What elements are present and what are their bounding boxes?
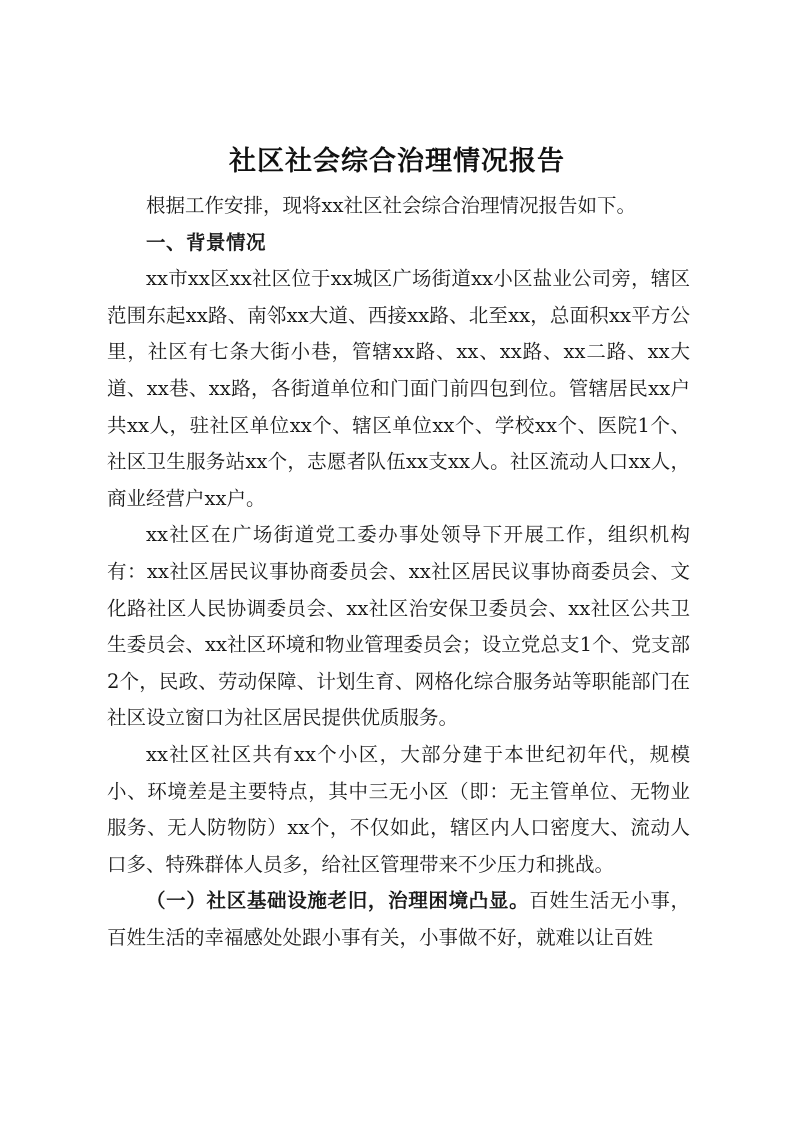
document-body [107,188,690,956]
paragraph-communities: xx社区社区共有xx个小区，大部分建于本世纪初年代，规模小、环境差是主要特点，其中三无小区（即：无主管单位、无物业服务、无人防物防）xx个，不仅如此，辖区内人口密度大、流动人口多、特殊群体人员多，给社区管理带来不少压力和挑战。 [107,742,690,876]
document-title: 社区社会综合治理情况报告 [229,146,565,177]
subsection-heading-infrastructure: （一）社区基础设施老旧，治理困境凸显。 [146,889,530,913]
intro-paragraph: 根据工作安排，现将xx社区社会综合治理情况报告如下。 [146,194,636,217]
paragraph-subsection-1 [107,883,690,956]
paragraph-organization: xx社区在广场街道党工委办事处领导下开展工作，组织机构有：xx社区居民议事协商委员会、xx社区居民议事协商委员会、文化路社区人民协调委员会、xx社区治安保卫委员会、xx社区公共卫生委员会、xx社区环境和物业管理委员会；设立党总支1个、党支部2个，民政、劳动保障、计划生育、网格化综合服务站等职能部门在社区设立窗口为社区居民提供优质服务。 [107,523,690,730]
subsection-text-infrastructure: 百姓生活无小事，百姓生活的幸福感处处跟小事有关，小事做不好，就难以让百姓 [107,889,690,949]
section-heading-background: 一、背景情况 [146,230,267,254]
paragraph-location: xx市xx区xx社区位于xx城区广场街道xx小区盐业公司旁，辖区范围东起xx路、南邻xx大道、西接xx路、北至xx，总面积xx平方公里，社区有七条大街小巷，管辖xx路、xx、xx路、xx二路、xx大道、xx巷、xx路，各街道单位和门面门前四包到位。管辖居民xx户共xx人，驻社区单位xx个、辖区单位xx个、学校xx个、医院1个、社区卫生服务站xx个，志愿者队伍xx支xx人。社区流动人口xx人，商业经营户xx户。 [107,267,690,510]
